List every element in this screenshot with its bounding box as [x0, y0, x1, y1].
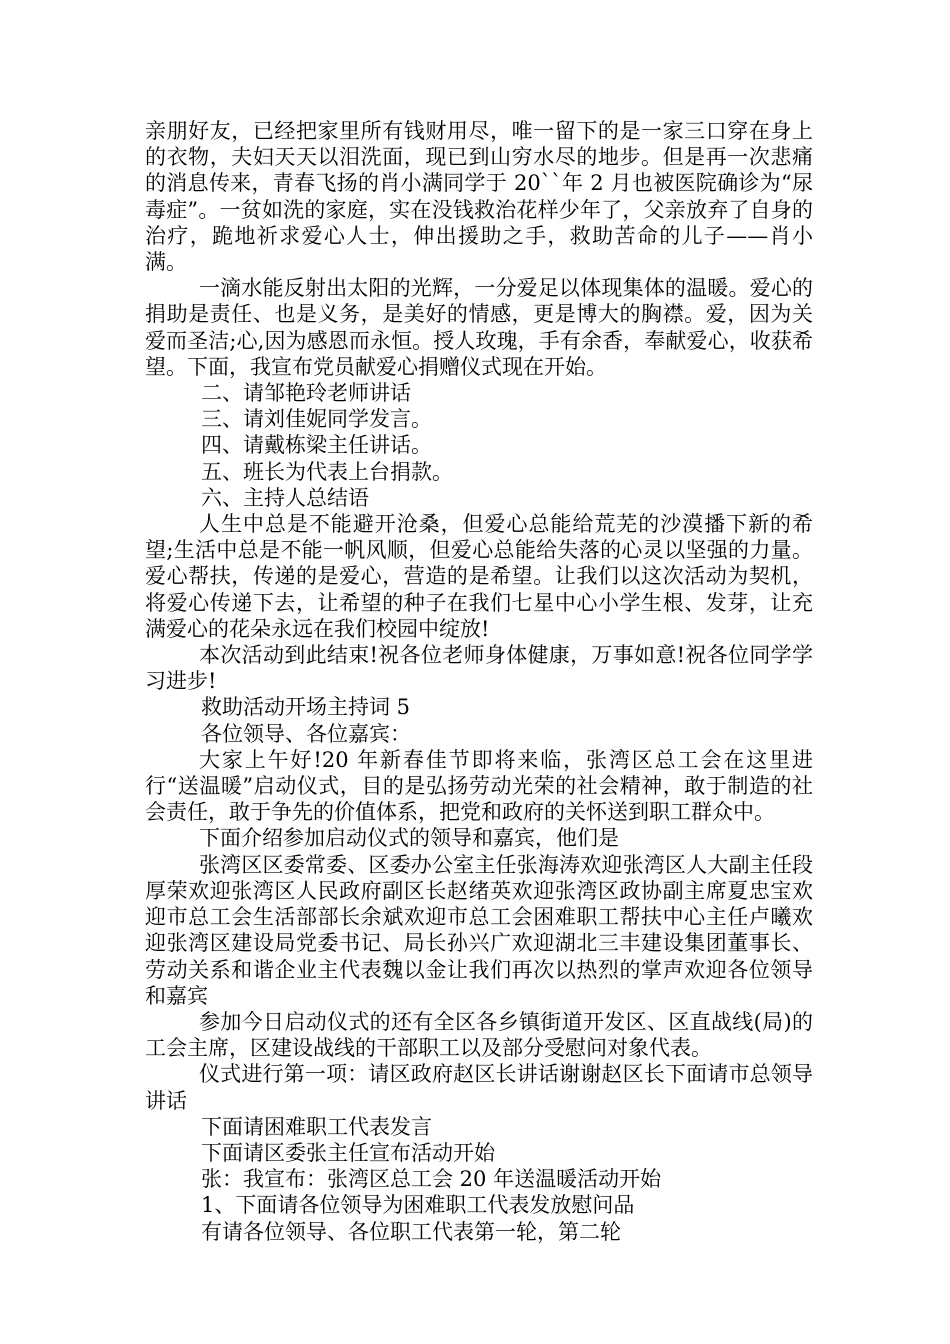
paragraph-rounds: 有请各位领导、各位职工代表第一轮，第二轮 — [201, 1219, 621, 1244]
agenda-item-5: 五、班长为代表上台捐款。 — [201, 459, 453, 484]
document-page — [145, 118, 813, 1245]
paragraph-guest-intro: 下面介绍参加启动仪式的领导和嘉宾，他们是 — [199, 826, 619, 851]
paragraph-announcement: 张：我宣布：张湾区总工会 20 年送温暖活动开始 — [201, 1167, 662, 1192]
paragraph-opening: 大家上午好!20 年新春佳节即将来临，张湾区总工会在这里进行“送温暖”启动仪式，目的是弘扬劳动光荣的社会精神，敢于制造的社会责任，敢于争先的价值体系，把党和政府的关怀送到职工群众中。 — [145, 747, 813, 825]
paragraph-announcement-request: 下面请区委张主任宣布活动开始 — [201, 1140, 495, 1165]
section-title: 救助活动开场主持词 5 — [201, 695, 411, 720]
agenda-item-2: 二、请邹艳玲老师讲话 — [201, 381, 411, 406]
agenda-item-3: 三、请刘佳妮同学发言。 — [201, 407, 432, 432]
paragraph-attendees: 参加今日启动仪式的还有全区各乡镇街道开发区、区直战线(局)的工会主席，区建设战线的干部职工以及部分受慰问对象代表。 — [145, 1009, 813, 1061]
greeting: 各位领导、各位嘉宾： — [201, 721, 411, 746]
agenda-item-4: 四、请戴栋梁主任讲话。 — [201, 433, 432, 458]
paragraph-closing: 本次活动到此结束!祝各位老师身体健康，万事如意!祝各位同学学习进步! — [145, 643, 813, 694]
paragraph-2: 一滴水能反射出太阳的光辉，一分爱足以体现集体的温暖。爱心的捐助是责任、也是义务，是美好的情感，更是博大的胸襟。爱，因为关爱而圣洁;心,因为感恩而永恒。授人玫瑰，手有余香，奉献爱心，收获希望。下面，我宣布党员献爱心捐赠仪式现在开始。 — [145, 276, 813, 379]
paragraph-worker-speech: 下面请困难职工代表发言 — [201, 1114, 432, 1139]
paragraph-ceremony-step-1: 仪式进行第一项：请区政府赵区长讲话谢谢赵区长下面请市总领导讲话 — [145, 1062, 813, 1113]
paragraph-guest-list: 张湾区区委常委、区委办公室主任张海涛欢迎张湾区人大副主任段厚荣欢迎张湾区人民政府副区长赵绪英欢迎张湾区政协副主席夏忠宝欢迎市总工会生活部部长余斌欢迎市总工会困难职工帮扶中心主任卢曦欢迎张湾区建设局党委书记、局长孙兴广欢迎湖北三丰建设集团董事长、劳动关系和谐企业主代表魏以金让我们再次以热烈的掌声欢迎各位领导和嘉宾 — [145, 852, 813, 1008]
paragraph-gifts: 1、下面请各位领导为困难职工代表发放慰问品 — [201, 1193, 635, 1218]
agenda-item-6: 六、主持人总结语 — [201, 485, 369, 510]
paragraph-1: 亲朋好友，已经把家里所有钱财用尽，唯一留下的是一家三口穿在身上的衣物，夫妇天天以泪洗面，现已到山穷水尽的地步。但是再一次悲痛的消息传来，青春飞扬的肖小满同学于 20``年 2 月也被医院确诊为“尿毒症”。一贫如洗的家庭，实在没钱救治花样少年了，父亲放弃了自身的治疗，跪地祈求爱心人士，伸出援助之手，救助苦命的儿子——肖小满。 — [145, 119, 813, 275]
paragraph-summary: 人生中总是不能避开沧桑，但爱心总能给荒芜的沙漠播下新的希望;生活中总是不能一帆风顺，但爱心总能给失落的心灵以坚强的力量。爱心帮扶，传递的是爱心，营造的是希望。让我们以这次活动为契机，将爱心传递下去，让希望的种子在我们七星中心小学生根、发芽，让充满爱心的花朵永远在我们校园中绽放! — [145, 512, 813, 641]
